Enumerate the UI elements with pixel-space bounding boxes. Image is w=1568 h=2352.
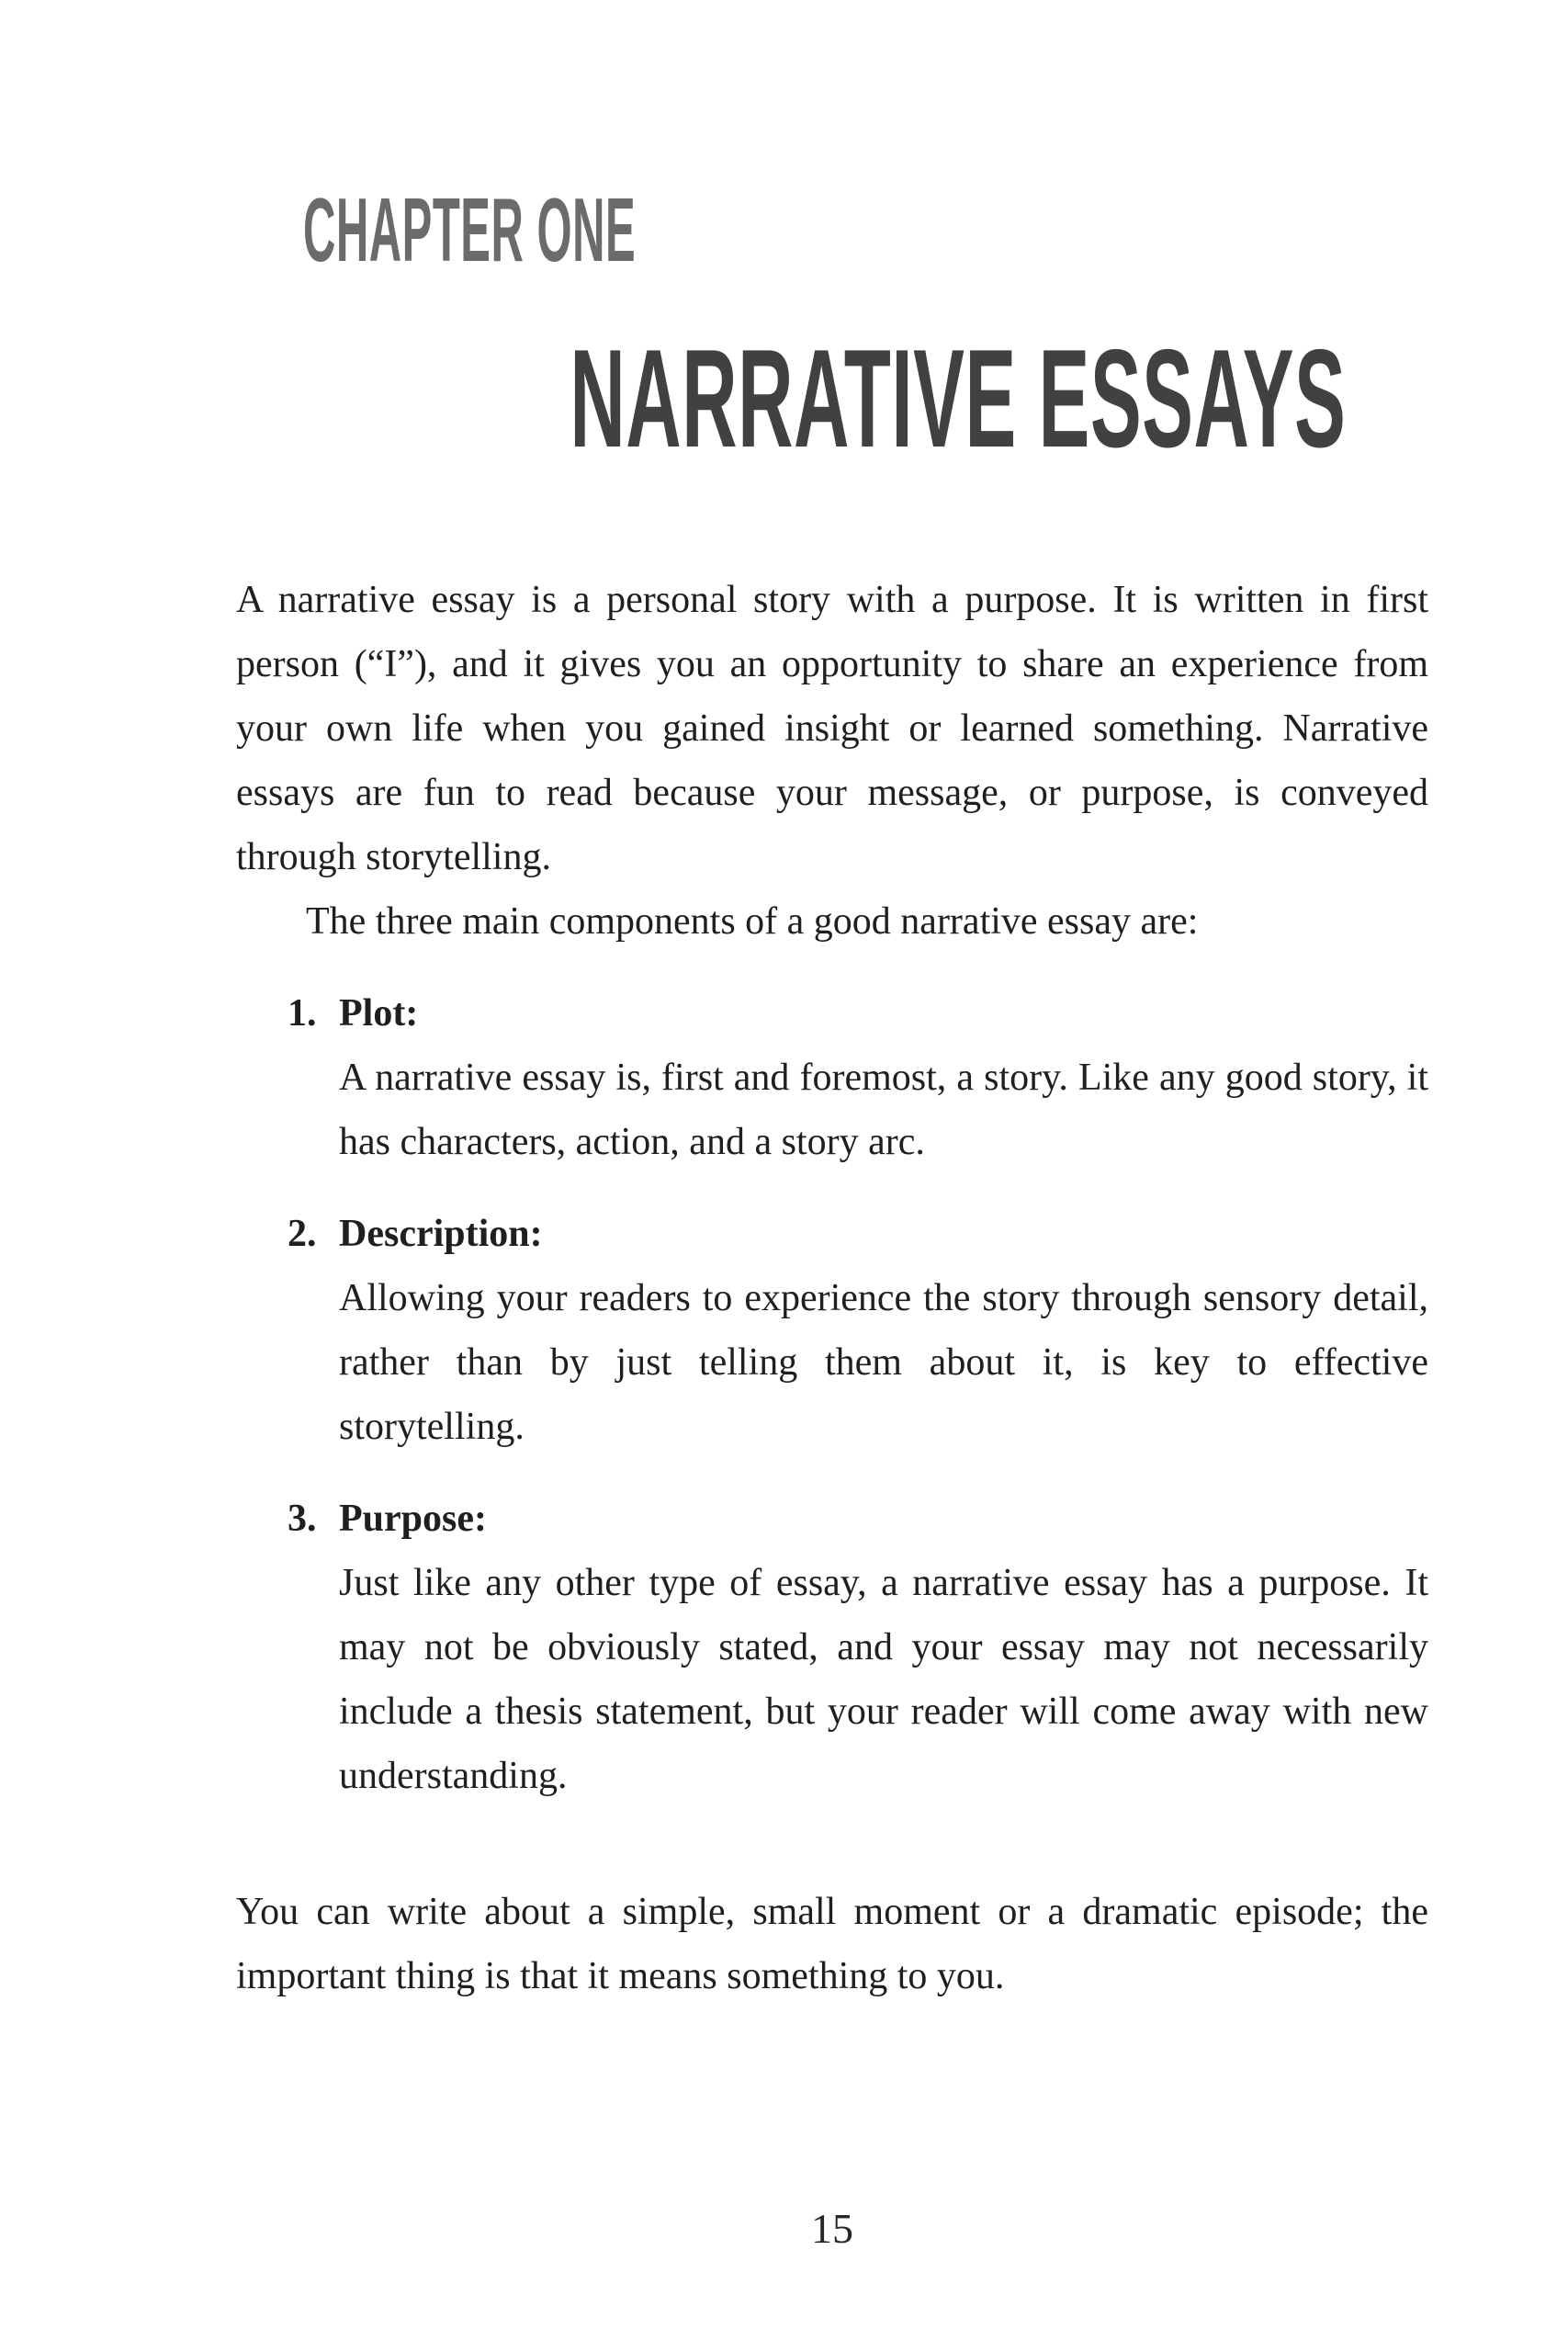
component-label: Purpose: bbox=[339, 1498, 487, 1540]
components-lead: The three main components of a good narrative essay are: bbox=[306, 900, 1199, 943]
component-item-purpose bbox=[236, 1487, 1428, 1808]
component-number: 3. bbox=[288, 1498, 317, 1540]
chapter-label: CHAPTER ONE bbox=[303, 179, 637, 280]
component-heading bbox=[288, 1202, 1428, 1266]
intro-paragraph: A narrative essay is a personal story with a purpose. It is written in first person (“I”), and it gives you an opportunity to share an experience from your own life when you gained insight or learned something. Narrative essays are fun to read because your message, or purpose, is conveyed through storytelling. bbox=[236, 579, 1428, 878]
closing-paragraph: You can write about a simple, small moment or a dramatic episode; the important thing is that it means something to you. bbox=[236, 1891, 1428, 1997]
component-number: 1. bbox=[288, 992, 317, 1035]
component-label: Description: bbox=[339, 1213, 543, 1255]
component-body: Just like any other type of essay, a narrative essay has a purpose. It may not be obviously stated, and your essay may not necessarily include a thesis statement, but your reader will come away with new understanding. bbox=[339, 1562, 1428, 1797]
component-body: A narrative essay is, first and foremost, a story. Like any good story, it has characters, action, and a story arc. bbox=[339, 1057, 1428, 1163]
component-body: Allowing your readers to experience the story through sensory detail, rather than by just telling them about it, is key to effective storytelling. bbox=[339, 1277, 1428, 1448]
page-content bbox=[236, 568, 1428, 2008]
component-label: Plot: bbox=[339, 992, 419, 1035]
component-item-description bbox=[236, 1202, 1428, 1459]
chapter-title: NARRATIVE ESSAYS bbox=[569, 321, 1346, 477]
components-list bbox=[236, 981, 1428, 1808]
component-number: 2. bbox=[288, 1213, 317, 1255]
component-heading bbox=[288, 1487, 1428, 1551]
component-heading bbox=[288, 981, 1428, 1046]
component-item-plot bbox=[236, 981, 1428, 1174]
page-number: 15 bbox=[811, 2205, 853, 2252]
